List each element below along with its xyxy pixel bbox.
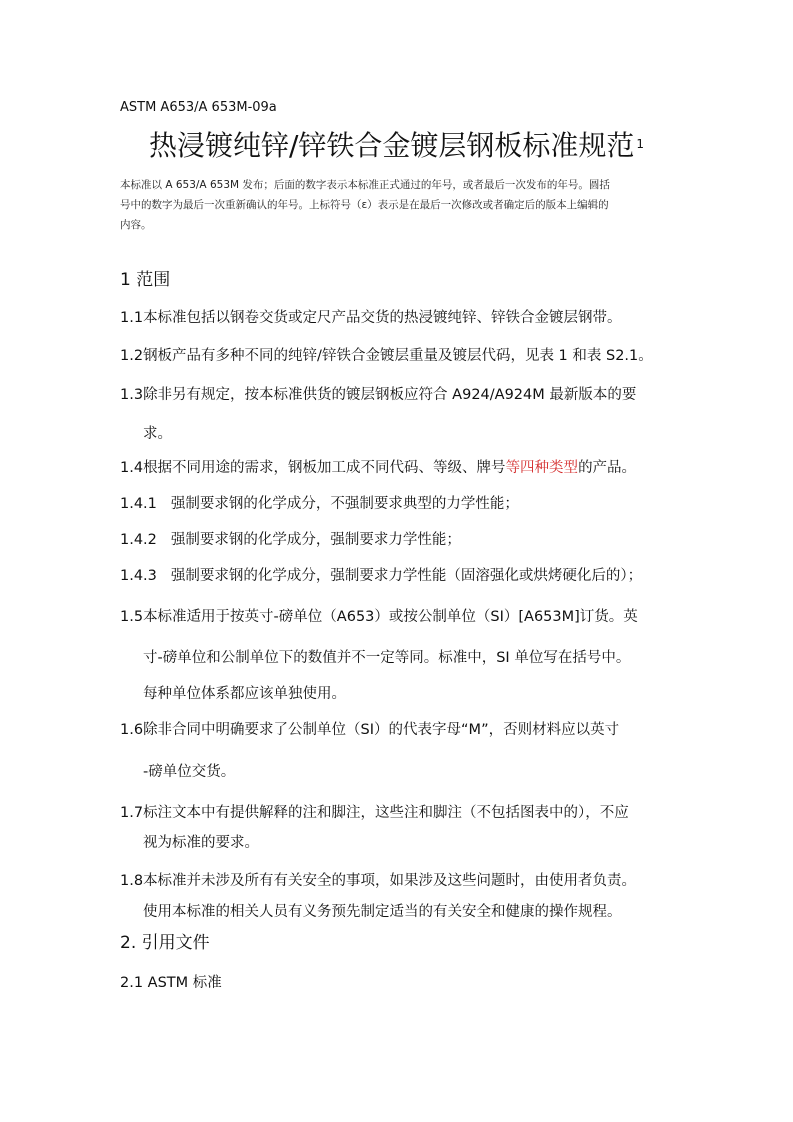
clause-number: 1.4.3 <box>120 568 157 584</box>
clause-text: 本标准并未涉及所有有关安全的事项，如果涉及这些问题时，由使用者负责。 <box>143 873 637 889</box>
clause-1-7 <box>120 803 629 823</box>
clause-1-5-line-2: 寸-磅单位和公制单位下的数值并不一定等同。标准中，SI 单位写在括号中。 <box>143 650 631 666</box>
clause-1-7-line-2: 视为标准的要求。 <box>143 835 259 851</box>
note-line-1: 本标准以 A 653/A 653M 发布；后面的数字表示本标准正式通过的年号，或者最后一次发布的年号。圆括 <box>120 179 610 191</box>
page-title <box>0 128 793 164</box>
clause-text: 钢板产品有多种不同的纯锌/锌铁合金镀层重量及镀层代码，见表 1 和表 S2.1。 <box>143 348 653 364</box>
clause-1-3-line-2: 求。 <box>143 426 172 442</box>
clause-number: 1.3 <box>120 387 144 403</box>
clause-text: 本标准包括以钢卷交货或定尺产品交货的热浸镀纯锌、锌铁合金镀层钢带。 <box>143 310 622 326</box>
clause-number: 1.4.2 <box>120 532 157 548</box>
clause-text: 本标准适用于按英寸-磅单位（A653）或按公制单位（SI）[A653M]订货。英 <box>143 609 638 625</box>
clause-text: 除非合同中明确要求了公制单位（SI）的代表字母“M”，否则材料应以英寸 <box>143 722 620 738</box>
clause-1-6-line-2: -磅单位交货。 <box>143 764 236 780</box>
clause-1-8 <box>120 871 636 891</box>
clause-number: 1.1 <box>120 310 144 326</box>
clause-1-3 <box>120 385 636 405</box>
clause-number: 1.4 <box>120 460 144 476</box>
clause-highlight: 等四种类型 <box>505 460 579 476</box>
clause-number: 1.7 <box>120 805 144 821</box>
clause-text-end: 的产品。 <box>578 460 637 476</box>
clause-text: 标注文本中有提供解释的注和脚注，这些注和脚注（不包括图表中的），不应 <box>143 805 629 821</box>
title-text: 热浸镀纯锌/锌铁合金镀层钢板标准规范 <box>148 129 635 162</box>
section-1-heading: 1 范围 <box>120 270 171 290</box>
clause-1-5 <box>120 607 638 627</box>
clause-1-4 <box>120 458 636 478</box>
clause-number: 1.2 <box>120 348 144 364</box>
note-line-3: 内容。 <box>120 219 152 231</box>
document-id: ASTM A653/A 653M-09a <box>120 100 277 115</box>
clause-1-6 <box>120 720 619 740</box>
clause-number: 1.6 <box>120 722 144 738</box>
title-footnote-mark: 1 <box>636 137 645 151</box>
clause-text: 强制要求钢的化学成分，强制要求力学性能（固溶强化或烘烤硬化后的）； <box>170 568 643 584</box>
clause-text: 强制要求钢的化学成分，强制要求力学性能； <box>170 532 461 548</box>
clause-number: 2.1 <box>120 975 144 991</box>
clause-2-1 <box>120 973 222 993</box>
clause-1-4-2 <box>120 530 461 550</box>
clause-text: ASTM 标准 <box>147 975 222 991</box>
clause-1-1 <box>120 308 622 328</box>
clause-text: 强制要求钢的化学成分，不强制要求典型的力学性能； <box>170 496 519 512</box>
clause-1-8-line-2: 使用本标准的相关人员有义务预先制定适当的有关安全和健康的操作规程。 <box>143 904 622 920</box>
section-2-heading: 2. 引用文件 <box>120 933 210 953</box>
clause-text: 除非另有规定，按本标准供货的镀层钢板应符合 A924/A924M 最新版本的要 <box>143 387 637 403</box>
clause-1-4-3 <box>120 566 642 586</box>
clause-1-4-1 <box>120 494 519 514</box>
clause-number: 1.4.1 <box>120 496 157 512</box>
clause-number: 1.8 <box>120 873 144 889</box>
note-line-2: 号中的数字为最后一次重新确认的年号。上标符号（ε）表示是在最后一次修改或者确定后的版本上编辑的 <box>120 199 609 211</box>
clause-text: 根据不同用途的需求，钢板加工成不同代码、等级、牌号 <box>143 460 506 476</box>
clause-number: 1.5 <box>120 609 144 625</box>
clause-1-5-line-3: 每种单位体系都应该单独使用。 <box>143 686 346 702</box>
clause-1-2 <box>120 346 653 366</box>
